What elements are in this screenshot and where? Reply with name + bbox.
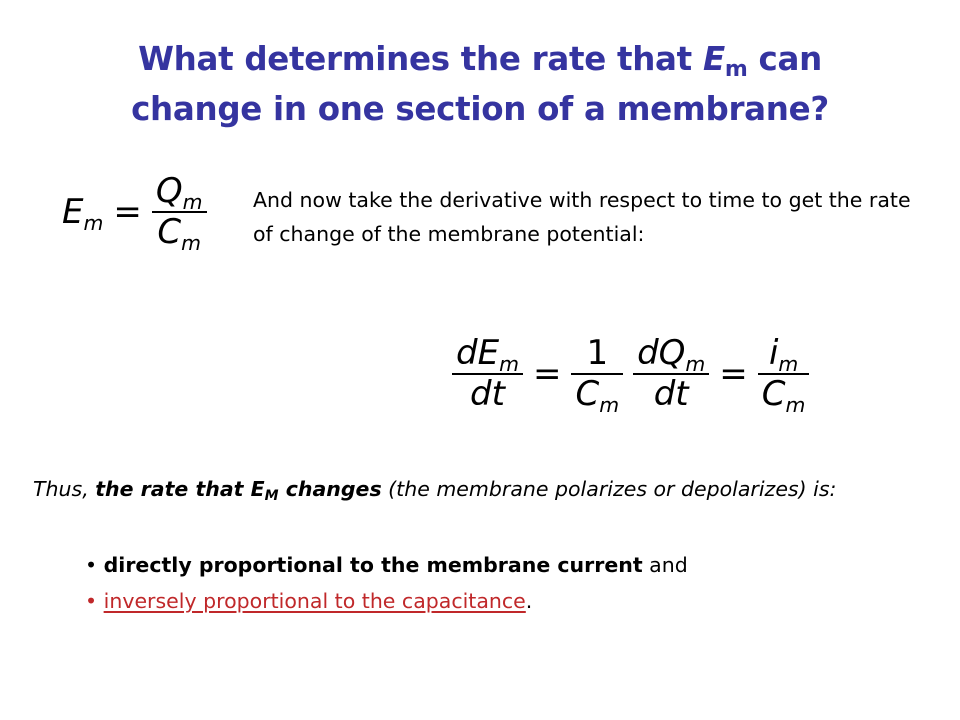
bullet-capacitance: • inversely proportional to the capacitance. bbox=[85, 589, 533, 613]
bullet-current-bold: directly proportional to the membrane current bbox=[103, 553, 643, 577]
capacitance-equation bbox=[62, 171, 207, 256]
eq1-fraction bbox=[152, 171, 207, 256]
bullet-marker: • bbox=[85, 553, 98, 577]
eq1-denominator: $C_m$ bbox=[157, 212, 201, 256]
title-text-line2: change in one section of a membrane? bbox=[131, 90, 829, 128]
eq1-lhs: $E_m$ bbox=[62, 192, 104, 236]
eq1-numerator: $Q_m$ bbox=[155, 171, 203, 215]
conclusion-emphasis: the rate that $E_M$ changes bbox=[95, 477, 382, 504]
title-variable-e: E bbox=[702, 40, 725, 78]
slide-title bbox=[0, 34, 960, 134]
eq2-fraction-im-over-cm: $\frac{i_m}{C_m}$ bbox=[758, 334, 810, 414]
title-text-part2: can bbox=[747, 40, 822, 78]
title-subscript-m: m bbox=[724, 57, 748, 82]
bullet-capacitance-red: inversely proportional to the capacitance bbox=[103, 589, 526, 613]
eq2-fraction-1-over-cm: $\frac{1}{C_m}$ bbox=[571, 334, 623, 414]
bullet-marker: • bbox=[85, 589, 98, 613]
eq2-equals-2: = bbox=[719, 354, 748, 395]
eq2-fraction-dqm-dt: $\frac{dQ_m}{dt}$ bbox=[633, 334, 709, 414]
derivative-explanation: And now take the derivative with respect to time to get the rate of change of the membrane potential: bbox=[253, 188, 911, 246]
eq2-fraction-dem-dt: $\frac{dE_m}{dt}$ bbox=[452, 334, 523, 414]
bullet-current: • directly proportional to the membrane current and bbox=[85, 553, 688, 577]
eq1-equals: = bbox=[113, 192, 142, 233]
title-text-part1: What determines the rate that bbox=[138, 40, 703, 78]
conclusion-paragraph: Thus, the rate that $E_M$ changes (the membrane polarizes or depolarizes) is: bbox=[33, 477, 837, 504]
derivative-equation bbox=[452, 333, 809, 418]
eq2-equals-1: = bbox=[532, 354, 562, 395]
